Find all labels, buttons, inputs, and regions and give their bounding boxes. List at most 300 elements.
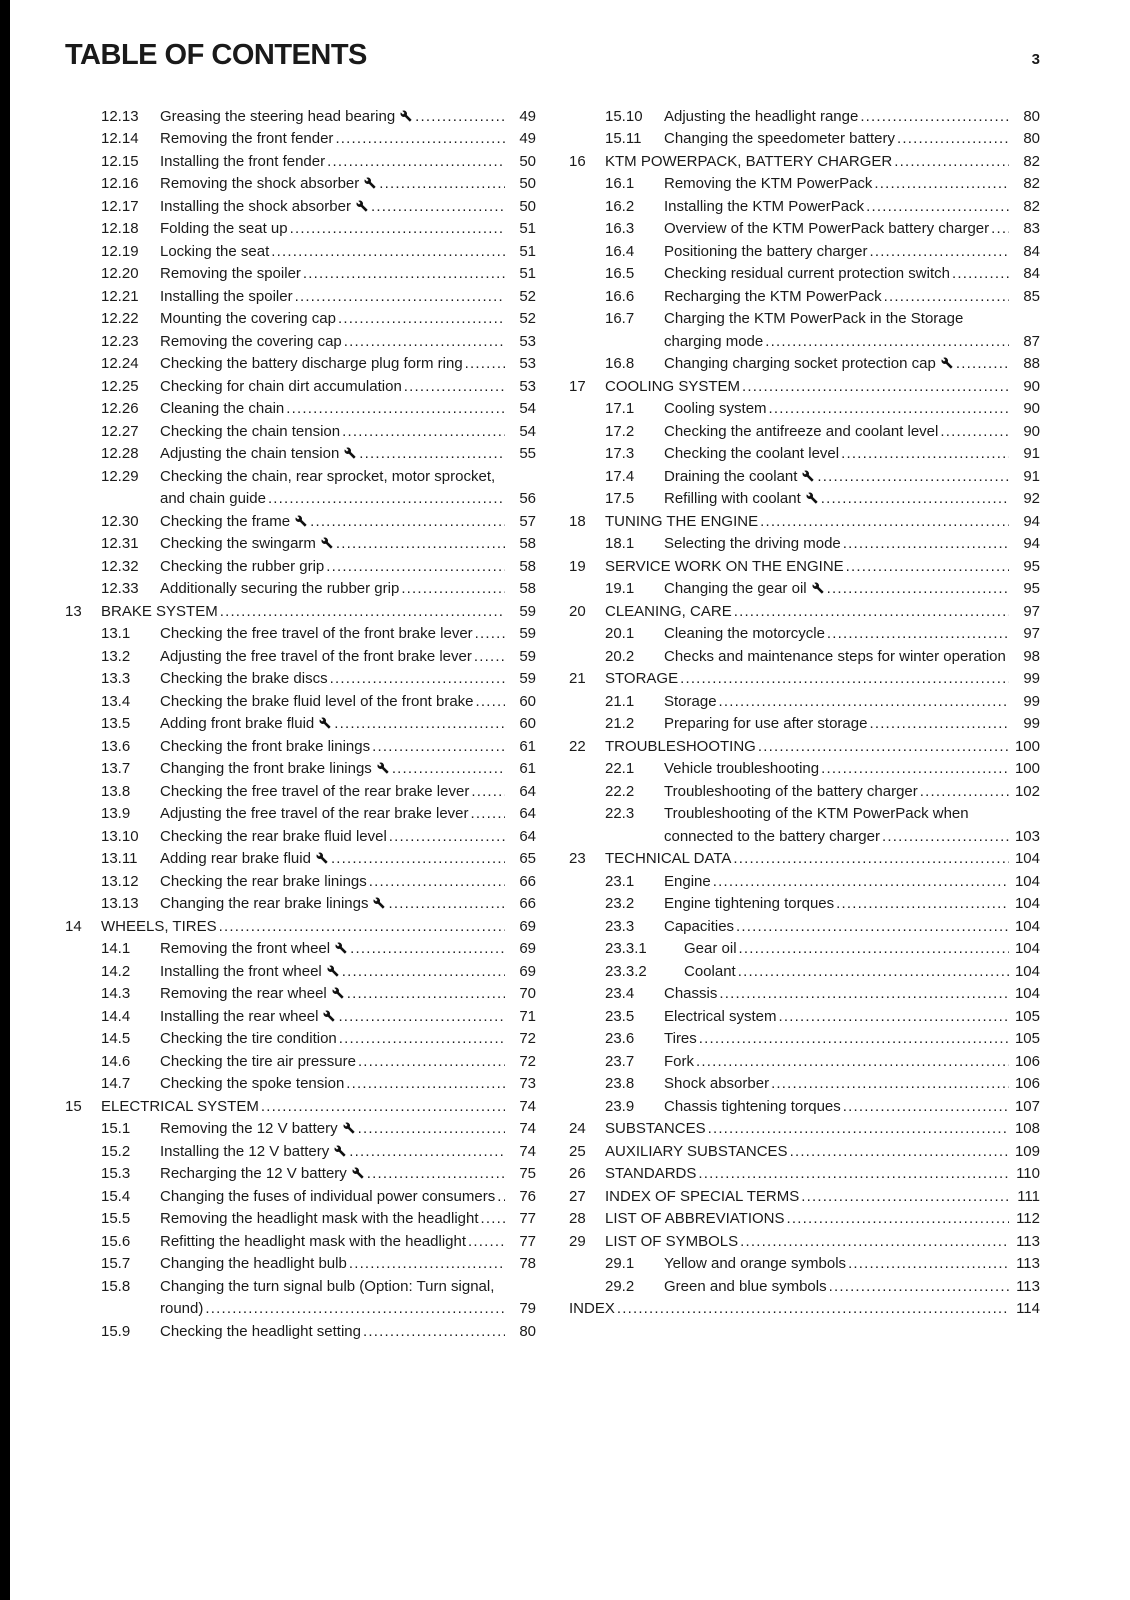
toc-entry (65, 398, 536, 421)
toc-entry-number: 17.4 (605, 467, 635, 485)
toc-entry (65, 556, 536, 579)
toc-entry-label: Changing charging socket protection cap (664, 355, 936, 373)
toc-entry-title (160, 511, 505, 534)
toc-entry-number: 21.1 (605, 692, 635, 710)
toc-entry-number: 23.2 (605, 895, 635, 913)
toc-entry (569, 848, 1040, 871)
toc-entry-number: 16.4 (605, 242, 635, 260)
toc-entry-title (664, 173, 1009, 196)
toc-entry-page: 53 (519, 332, 536, 350)
toc-entry-number: 23.3.2 (605, 962, 647, 980)
wrench-icon (806, 488, 818, 511)
toc-column-right (569, 106, 1040, 1344)
toc-entry-label: Removing the covering cap (160, 332, 342, 350)
toc-entry (569, 286, 1040, 309)
toc-entry-title (160, 556, 505, 579)
toc-entry-number: 23.7 (605, 1052, 635, 1070)
toc-entry-label: Overview of the KTM PowerPack battery charger (664, 220, 990, 238)
toc-entry-label: Capacities (664, 917, 735, 935)
toc-entry-label: Installing the rear wheel (160, 1007, 319, 1025)
toc-entry-label: Changing the headlight bulb (160, 1255, 347, 1273)
toc-entry (569, 443, 1040, 466)
toc-entry-label: Checking the front brake linings (160, 737, 371, 755)
toc-entry-number: 24 (569, 1120, 586, 1138)
toc-entry-page: 111 (1017, 1187, 1040, 1205)
toc-entry-number: 21 (569, 670, 586, 688)
toc-entry (65, 1006, 536, 1029)
toc-entry-title (605, 736, 1009, 759)
toc-entry-title (684, 961, 1009, 984)
toc-entry-page: 66 (519, 872, 536, 890)
toc-entry (65, 1118, 536, 1141)
toc-entry-number: 13.8 (101, 782, 131, 800)
toc-entry (65, 601, 536, 624)
toc-entry-number: 16.7 (605, 310, 635, 328)
toc-entry-title (160, 286, 505, 309)
toc-entry-page: 55 (519, 445, 536, 463)
toc-entry-number: 13.5 (101, 715, 131, 733)
wrench-icon (364, 173, 376, 196)
toc-entry (65, 1096, 536, 1119)
toc-entry-label: Changing the gear oil (664, 580, 807, 598)
toc-entry-title (605, 848, 1009, 871)
toc-entry-number: 13.10 (101, 827, 139, 845)
toc-entry (65, 196, 536, 219)
toc-entry-page: 51 (519, 265, 536, 283)
toc-entry (65, 938, 536, 961)
toc-entry-number: 23.3.1 (605, 940, 647, 958)
toc-entry (569, 376, 1040, 399)
toc-entry-label: Adding front brake fluid (160, 715, 315, 733)
toc-entry-page: 94 (1023, 512, 1040, 530)
toc-entry (65, 1276, 536, 1321)
toc-entry-page: 53 (519, 377, 536, 395)
toc-entry (569, 173, 1040, 196)
toc-entry-page: 78 (519, 1255, 536, 1273)
toc-entry-page: 59 (519, 670, 536, 688)
toc-entry-page: 108 (1014, 1120, 1040, 1138)
wrench-icon (812, 578, 824, 601)
toc-entry-page: 104 (1014, 850, 1040, 868)
toc-entry-number: 22.3 (605, 805, 635, 823)
toc-entry-number: 29 (569, 1232, 586, 1250)
toc-entry-title (160, 1141, 505, 1164)
toc-entry-label: Removing the shock absorber (160, 175, 360, 193)
toc-entry-label: Checking the rear brake fluid level (160, 827, 387, 845)
toc-entry-label: Cleaning the chain (160, 400, 285, 418)
toc-entry-label: Checking the headlight setting (160, 1322, 361, 1340)
toc-entry-label: Chassis tightening torques (664, 1097, 841, 1115)
toc-entry-label: Tires (664, 1030, 697, 1048)
toc-entry (569, 1253, 1040, 1276)
toc-entry-label: Checks and maintenance steps for winter operation (664, 647, 1006, 665)
toc-entry-number: 16.8 (605, 355, 635, 373)
toc-entry-label: Removing the headlight mask with the headlight (160, 1210, 479, 1228)
toc-entry-number: 19.1 (605, 580, 635, 598)
toc-entry-page: 71 (519, 1007, 536, 1025)
toc-entry-page: 64 (519, 805, 536, 823)
toc-entry-number: 23.8 (605, 1075, 635, 1093)
toc-entry-title (160, 1073, 505, 1096)
toc-entry-number: 12.29 (101, 467, 139, 485)
toc-entry-title (664, 286, 1009, 309)
wrench-icon (323, 1006, 335, 1029)
toc-entry (65, 421, 536, 444)
toc-entry-title (160, 1118, 505, 1141)
toc-entry-number: 13.4 (101, 692, 131, 710)
toc-entry-page: 109 (1014, 1142, 1040, 1160)
toc-entry-number: 29.1 (605, 1255, 635, 1273)
toc-entry (65, 916, 536, 939)
toc-entry-page: 76 (519, 1187, 536, 1205)
toc-entry-label: Installing the KTM PowerPack (664, 197, 865, 215)
toc-entry-label: Installing the spoiler (160, 287, 293, 305)
toc-entry-label: Preparing for use after storage (664, 715, 868, 733)
toc-entry-title (664, 421, 1009, 444)
toc-entry-page: 90 (1023, 422, 1040, 440)
toc-entry-number: 13.9 (101, 805, 131, 823)
toc-entry-label: STORAGE (605, 670, 679, 688)
toc-entry-page: 80 (1023, 107, 1040, 125)
toc-entry-label: Mounting the covering cap (160, 310, 336, 328)
toc-entry-page: 84 (1023, 242, 1040, 260)
toc-entry-number: 13.3 (101, 670, 131, 688)
toc-entry-page: 100 (1014, 760, 1040, 778)
toc-entry (569, 1028, 1040, 1051)
page-title: TABLE OF CONTENTS (65, 39, 367, 71)
toc-entry-page: 50 (519, 152, 536, 170)
toc-entry-number: 15.10 (605, 107, 643, 125)
toc-entry-number: 12.24 (101, 355, 139, 373)
toc-entry-label: Changing the rear brake linings (160, 895, 369, 913)
toc-entry (65, 331, 536, 354)
wrench-icon (332, 983, 344, 1006)
toc-entry (65, 781, 536, 804)
toc-entry-label: Removing the spoiler (160, 265, 301, 283)
toc-entry-number: 17.3 (605, 445, 635, 463)
toc-entry-label: Folding the seat up (160, 220, 288, 238)
toc-entry-page: 104 (1014, 917, 1040, 935)
toc-entry-title (605, 1231, 1009, 1254)
toc-entry-page: 59 (519, 625, 536, 643)
toc-entry-page: 110 (1016, 1165, 1040, 1183)
toc-entry-page: 90 (1023, 377, 1040, 395)
toc-entry-page: 114 (1016, 1300, 1040, 1318)
toc-entry-label: Installing the front fender (160, 152, 326, 170)
toc-entry-label: Recharging the KTM PowerPack (664, 287, 882, 305)
toc-entry-label: ELECTRICAL SYSTEM (101, 1097, 259, 1115)
toc-entry (569, 646, 1040, 669)
toc-entry-title (160, 893, 505, 916)
toc-entry-label: Yellow and orange symbols (664, 1255, 847, 1273)
toc-entry-title (664, 1096, 1009, 1119)
toc-entry-page: 57 (519, 512, 536, 530)
toc-entry-title (664, 713, 1009, 736)
toc-entry-title (160, 691, 505, 714)
toc-entry-label: Checking the rubber grip (160, 557, 325, 575)
toc-entry-title (664, 241, 1009, 264)
toc-entry-number: 13.13 (101, 895, 139, 913)
toc-entry (569, 871, 1040, 894)
wrench-icon (334, 1141, 346, 1164)
wrench-icon (344, 443, 356, 466)
toc-entry (65, 1231, 536, 1254)
toc-entry-title (664, 578, 1009, 601)
toc-entry (65, 286, 536, 309)
toc-entry-title (569, 1298, 1009, 1321)
toc-entry-title (664, 893, 1009, 916)
toc-entry-number: 12.28 (101, 445, 139, 463)
toc-entry-number: 12.26 (101, 400, 139, 418)
toc-entry-title (160, 398, 505, 421)
toc-entry (65, 961, 536, 984)
toc-entry-number: 15.5 (101, 1210, 131, 1228)
toc-entry-page: 113 (1016, 1255, 1040, 1273)
toc-entry (65, 826, 536, 849)
toc-entry-label: Checking the chain tension (160, 422, 341, 440)
toc-entry-title (664, 691, 1009, 714)
toc-entry-page: 64 (519, 827, 536, 845)
toc-entry-number: 16.2 (605, 197, 635, 215)
toc-entry-title (160, 196, 505, 219)
toc-entry-page: 64 (519, 782, 536, 800)
toc-entry-title (160, 151, 505, 174)
toc-entry-page: 106 (1014, 1075, 1040, 1093)
toc-entry-page: 52 (519, 287, 536, 305)
toc-entry-number: 23.6 (605, 1030, 635, 1048)
toc-entry-page: 50 (519, 197, 536, 215)
toc-entry-label: COOLING SYSTEM (605, 377, 741, 395)
toc-entry-label: TROUBLESHOOTING (605, 737, 756, 755)
toc-entry-page: 91 (1023, 445, 1040, 463)
toc-entry-label: Adjusting the free travel of the front brake lever (160, 647, 472, 665)
toc-entry (65, 893, 536, 916)
toc-entry-number: 14.4 (101, 1007, 131, 1025)
toc-entry-title (160, 173, 505, 196)
toc-entry-label: Changing the speedometer battery (664, 130, 895, 148)
wrench-icon (941, 353, 953, 376)
toc-entry (569, 511, 1040, 534)
toc-entry-page: 99 (1023, 670, 1040, 688)
toc-entry-page: 52 (519, 310, 536, 328)
toc-entry-title (664, 1006, 1009, 1029)
toc-entry (569, 1163, 1040, 1186)
toc-entry (65, 263, 536, 286)
toc-entry (569, 218, 1040, 241)
toc-entry-number: 15.7 (101, 1255, 131, 1273)
toc-entry-page: 103 (1014, 827, 1040, 845)
toc-entry-number: 23 (569, 850, 586, 868)
toc-entry-title (160, 758, 505, 781)
toc-entry-page: 98 (1023, 647, 1040, 665)
toc-entry (569, 1118, 1040, 1141)
wrench-icon (343, 1118, 355, 1141)
toc-entry-label: Green and blue symbols (664, 1277, 827, 1295)
toc-entry-title (664, 1253, 1009, 1276)
toc-entry-title (664, 1276, 1009, 1299)
toc-entry (569, 556, 1040, 579)
toc-entry-page: 53 (519, 355, 536, 373)
toc-entry-page: 87 (1023, 332, 1040, 350)
toc-entry-page: 54 (519, 400, 536, 418)
toc-entry-title (605, 511, 1009, 534)
toc-entry-title (605, 1208, 1009, 1231)
toc-entry-page: 105 (1014, 1007, 1040, 1025)
toc-entry-number: 12.31 (101, 535, 139, 553)
toc-entry-label: Engine tightening torques (664, 895, 835, 913)
toc-entry-label: Additionally securing the rubber grip (160, 580, 400, 598)
toc-entry-number: 28 (569, 1210, 586, 1228)
toc-entry (65, 803, 536, 826)
toc-entry-label: Greasing the steering head bearing (160, 107, 396, 125)
toc-entry-label: Cleaning the motorcycle (664, 625, 825, 643)
toc-entry-label: Installing the shock absorber (160, 197, 351, 215)
toc-entry-page: 73 (519, 1075, 536, 1093)
toc-entry-number: 12.17 (101, 197, 139, 215)
toc-entry-number: 25 (569, 1142, 586, 1160)
toc-entry-title (664, 781, 1009, 804)
toc-entry-label: Draining the coolant (664, 467, 798, 485)
toc-entry-title (664, 533, 1009, 556)
toc-entry-number: 14.7 (101, 1075, 131, 1093)
toc-entry (65, 1073, 536, 1096)
toc-entry-title (160, 533, 505, 556)
wrench-icon (321, 533, 333, 556)
toc-entry-label: Removing the front fender (160, 130, 334, 148)
toc-entry (569, 893, 1040, 916)
toc-entry (569, 691, 1040, 714)
toc-entry-title (160, 1028, 505, 1051)
toc-entry-label: Checking the brake discs (160, 670, 328, 688)
toc-entry (569, 623, 1040, 646)
toc-entry (569, 196, 1040, 219)
toc-entry-label: INDEX (569, 1300, 615, 1318)
toc-entry (569, 1096, 1040, 1119)
toc-entry-label: Changing the front brake linings (160, 760, 372, 778)
toc-entry-label: Adjusting the chain tension (160, 445, 340, 463)
toc-entry-number: 12.22 (101, 310, 139, 328)
toc-entry (65, 668, 536, 691)
toc-entry-title (160, 376, 505, 399)
toc-entry-page: 49 (519, 130, 536, 148)
toc-entry (569, 1051, 1040, 1074)
toc-entry-page: 74 (519, 1142, 536, 1160)
toc-entry (569, 466, 1040, 489)
toc-entry (65, 848, 536, 871)
toc-entry (65, 106, 536, 129)
toc-entry-page: 99 (1023, 692, 1040, 710)
toc-entry-page: 58 (519, 535, 536, 553)
toc-entry-page: 51 (519, 220, 536, 238)
toc-entry-label: Cooling system (664, 400, 767, 418)
toc-entry-page: 105 (1014, 1030, 1040, 1048)
toc-entry-title (664, 196, 1009, 219)
toc-entry-page: 104 (1014, 985, 1040, 1003)
toc-entry-page: 79 (519, 1300, 536, 1318)
toc-entry-label: WHEELS, TIRES (101, 917, 217, 935)
toc-entry-title (160, 1253, 505, 1276)
toc-entry (65, 1186, 536, 1209)
toc-entry-label: SERVICE WORK ON THE ENGINE (605, 557, 844, 575)
toc-entry-page: 80 (519, 1322, 536, 1340)
toc-entry-title (605, 601, 1009, 624)
toc-entry-page: 49 (519, 107, 536, 125)
toc-entry-label: BRAKE SYSTEM (101, 602, 218, 620)
toc-entry-number: 12.25 (101, 377, 139, 395)
toc-entry-title (160, 781, 505, 804)
toc-entry-title (160, 578, 505, 601)
toc-entry-label: Vehicle troubleshooting (664, 760, 820, 778)
toc-entry-label: Checking the tire condition (160, 1030, 337, 1048)
toc-entry-page: 60 (519, 692, 536, 710)
toc-entry-title (101, 916, 505, 939)
toc-entry-label: Checking the swingarm (160, 535, 316, 553)
toc-entry-number: 14.5 (101, 1030, 131, 1048)
toc-entry-label: Locking the seat (160, 242, 270, 260)
toc-entry-page: 82 (1023, 197, 1040, 215)
toc-entry-title (101, 1096, 505, 1119)
toc-entry (65, 443, 536, 466)
toc-entry (65, 1051, 536, 1074)
toc-entry-number: 18 (569, 512, 586, 530)
toc-entry-title (664, 983, 1009, 1006)
toc-entry-number: 22.2 (605, 782, 635, 800)
toc-entry-number: 13.12 (101, 872, 139, 890)
toc-entry-page: 104 (1014, 940, 1040, 958)
toc-entry-number: 15.6 (101, 1232, 131, 1250)
toc-entry-title (160, 871, 505, 894)
toc-entry-number: 14.1 (101, 940, 131, 958)
toc-entry-title (160, 353, 505, 376)
toc-entry (65, 308, 536, 331)
toc-entry-title (664, 1073, 1009, 1096)
toc-entry-number: 15.3 (101, 1165, 131, 1183)
toc-entry-title (160, 443, 505, 466)
toc-entry-title (160, 803, 505, 826)
toc-entry (65, 218, 536, 241)
toc-column-left (65, 106, 536, 1344)
toc-entry-title (605, 376, 1009, 399)
toc-entry-number: 20.2 (605, 647, 635, 665)
toc-entry-title (160, 466, 505, 511)
toc-entry-number: 21.2 (605, 715, 635, 733)
toc-entry-label: Checking the rear brake linings (160, 872, 367, 890)
toc-entry-number: 12.30 (101, 512, 139, 530)
toc-entry-label: Checking the spoke tension (160, 1075, 345, 1093)
toc-entry-title (664, 106, 1009, 129)
toc-entry (65, 646, 536, 669)
toc-entry (65, 1141, 536, 1164)
toc-entry-page: 88 (1023, 355, 1040, 373)
toc-entry (569, 151, 1040, 174)
toc-entry-label: CLEANING, CARE (605, 602, 732, 620)
toc-entry-label: LIST OF ABBREVIATIONS (605, 1210, 785, 1228)
toc-entry-page: 83 (1023, 220, 1040, 238)
toc-entry-label: Coolant (684, 962, 736, 980)
toc-entry-label: Checking the brake fluid level of the front brake (160, 692, 474, 710)
toc-entry-number: 12.27 (101, 422, 139, 440)
toc-entry-page: 69 (519, 940, 536, 958)
toc-entry-page: 54 (519, 422, 536, 440)
toc-entry (569, 421, 1040, 444)
toc-entry-label: Checking the chain, rear sprocket, motor sprocket, and chain guide (160, 467, 496, 508)
toc-entry (569, 1208, 1040, 1231)
toc-entry-page: 58 (519, 557, 536, 575)
toc-entry (569, 353, 1040, 376)
toc-entry-number: 23.5 (605, 1007, 635, 1025)
toc-entry-title (664, 758, 1009, 781)
toc-entry-page: 99 (1023, 715, 1040, 733)
